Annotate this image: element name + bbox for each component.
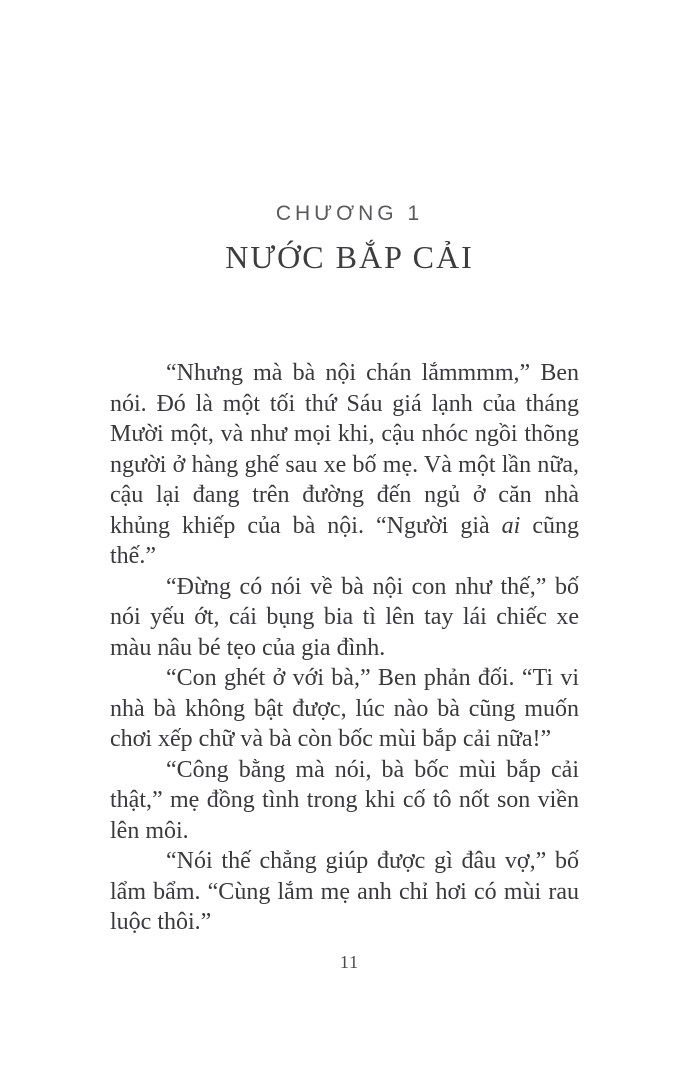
page-number: 11 (339, 952, 360, 972)
paragraph-2: “Đừng có nói về bà nội con như thế,” bố nói yếu ớt, cái bụng bia tì lên tay lái chiếc xe màu nâu bé tẹo của gia đình. (110, 573, 579, 661)
paragraph-1-italic-word: ai (501, 512, 521, 539)
paragraph-5: “Nói thế chẳng giúp được gì đâu vợ,” bố lẩm bẩm. “Cùng lắm mẹ anh chỉ hơi có mùi rau luộc thôi.” (110, 848, 579, 935)
body-text (110, 358, 579, 938)
paragraph-4: “Công bằng mà nói, bà bốc mùi bắp cải thật,” mẹ đồng tình trong khi cố tô nốt son viền lên môi. (110, 756, 579, 844)
chapter-label: CHƯƠNG 1 (275, 202, 424, 225)
chapter-title: NƯỚC BẮP CẢI (225, 239, 474, 275)
paragraph-3: “Con ghét ở với bà,” Ben phản đối. “Ti vi nhà bà không bật được, lúc nào bà cũng muốn chơi xếp chữ và bà còn bốc mùi bắp cải nữa!” (110, 665, 579, 752)
paragraph-1-text-after-italic: cũng thế.” (110, 512, 580, 569)
paragraph-1 (110, 358, 579, 572)
paragraph-1-text-before-italic: “Nhưng mà bà nội chán lắmmmm,” Ben nói. Đó là một tối thứ Sáu giá lạnh của tháng Mười một, và như mọi khi, cậu nhóc ngồi thõng người ở hàng ghế sau xe bố mẹ. Và một lần nữa, cậu lại đang trên đường đến ngủ ở căn nhà khủng khiếp của bà nội. “Người già (110, 360, 579, 539)
